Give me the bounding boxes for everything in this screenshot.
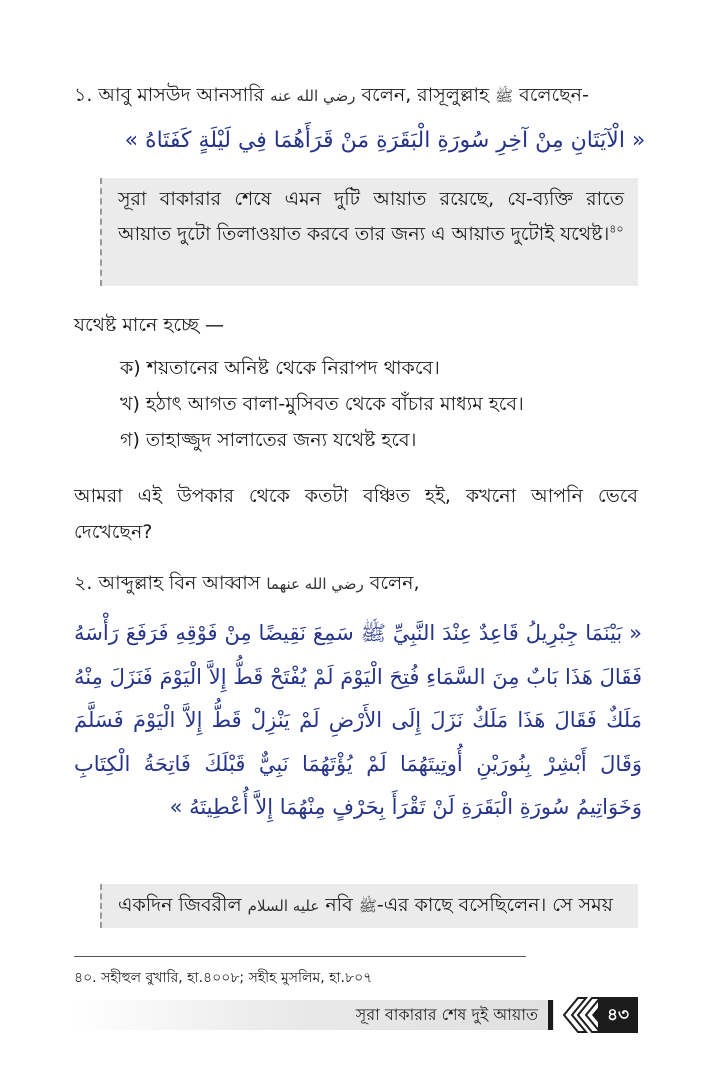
narrator-salutation: رضي الله عنه (270, 87, 356, 105)
question-paragraph: আমরা এই উপকার থেকে কতটা বঞ্চিত হই, কখনো আপনি ভেবে দেখেছেন? (74, 485, 638, 543)
hadith-2-said: বলেন, (369, 572, 420, 594)
hadith-2-translation-start: একদিন জিবরীল (118, 894, 242, 916)
hadith-2-narrator: আব্দুল্লাহ বিন আব্বাস (98, 572, 261, 594)
footnote-divider (74, 956, 526, 957)
hadith-2-translation (118, 888, 624, 924)
hadith-2-translation-mid: নবি (325, 894, 353, 916)
hadith-2-translation-box (100, 884, 638, 928)
meaning-point: ক) শয়তানের অনিষ্ট থেকে নিরাপদ থাকবে। (120, 357, 440, 379)
hadith-1-translation-box (100, 178, 638, 286)
narrator-salutation: رضي الله عنهما (266, 575, 364, 593)
hadith-1-intro (74, 78, 654, 113)
prophet-salutation: ﷺ (358, 897, 377, 915)
hadith-1-translation (118, 182, 624, 252)
hadith-1-said2: বলেছেন- (519, 84, 589, 106)
page-number: ৪৩ (606, 1005, 630, 1025)
meaning-point: গ) তাহাজ্জুদ সালাতের জন্য যথেষ্ট হবে। (120, 429, 417, 451)
hadith-1-said: বলেন, রাসূলুল্লাহ (361, 84, 489, 106)
hadith-1-number: ১. (74, 84, 93, 106)
meaning-heading: যথেষ্ট মানে হচ্ছে — (74, 314, 225, 336)
footnote-ref: ৪০ (609, 222, 624, 236)
hadith-1-narrator: আবু মাসউদ আনসারি (98, 84, 265, 106)
hadith-2-number: ২. (74, 572, 93, 594)
hadith-2-intro (74, 566, 634, 601)
footnote: ৪০. সহীহুল বুখারি, হা.৪০০৮; সহীহ মুসলিম, হা.৮০৭ (74, 970, 373, 986)
meaning-list (120, 350, 524, 458)
footer-chapter-title: সূরা বাকারার শেষ দুই আয়াত (355, 1005, 538, 1024)
prophet-salutation: ﷺ (495, 87, 514, 105)
meaning-point: খ) হঠাৎ আগত বালা-মুসিবত থেকে বাঁচার মাধ্যম হবে। (120, 393, 524, 415)
hadith-2-translation-end: -এর কাছে বসেছিলেন। সে সময় (376, 894, 613, 916)
footer-separator (548, 1000, 553, 1030)
hadith-2-arabic: « بَيْنَمَا جِبْرِيلُ قَاعِدٌ عِنْدَ النَّبِيِّ ﷺ سَمِعَ نَقِيضًا مِنْ فَوْقِهِ فَرَفَعَ رَأْسَهُ فَقَالَ هَذَا بَابٌ مِنَ السَّمَاءِ فُتِحَ الْيَوْمَ لَمْ يُفْتَحْ قَطُّ إِلاَّ الْيَوْمَ فَنَزَلَ مِنْهُ مَلَكٌ فَقَالَ هَذَا مَلَكٌ نَزَلَ إِلَى الأَرْضِ لَمْ يَنْزِلْ قَطُّ إِلاَّ الْيَوْمَ فَسَلَّمَ وَقَالَ أَبْشِرْ بِنُورَيْنِ أُوتِيتَهُمَا لَمْ يُؤْتَهُمَا نَبِيٌّ قَبْلَكَ فَاتِحَةُ الْكِتَابِ وَخَوَاتِيمُ سُورَةِ الْبَقَرَةِ لَنْ تَقْرَأَ بِحَرْفٍ مِنْهُمَا إِلاَّ أُعْطِيتَهُ » (74, 621, 642, 819)
jibril-salutation: عليه السلام (247, 897, 320, 915)
hadith-1-arabic: « الْآيَتَانِ مِنْ آخِرِ سُورَةِ الْبَقَرَةِ مَنْ قَرَأَهُمَا فِي لَيْلَةٍ كَفَتَاهُ » (124, 128, 646, 153)
hadith-1-translation-text: সূরা বাকারার শেষে এমন দুটি আয়াত রয়েছে, যে-ব্যক্তি রাতে আয়াত দুটো তিলাওয়াত করবে তার জন্য এ আয়াত দুটোই যথেষ্ট। (118, 188, 624, 245)
